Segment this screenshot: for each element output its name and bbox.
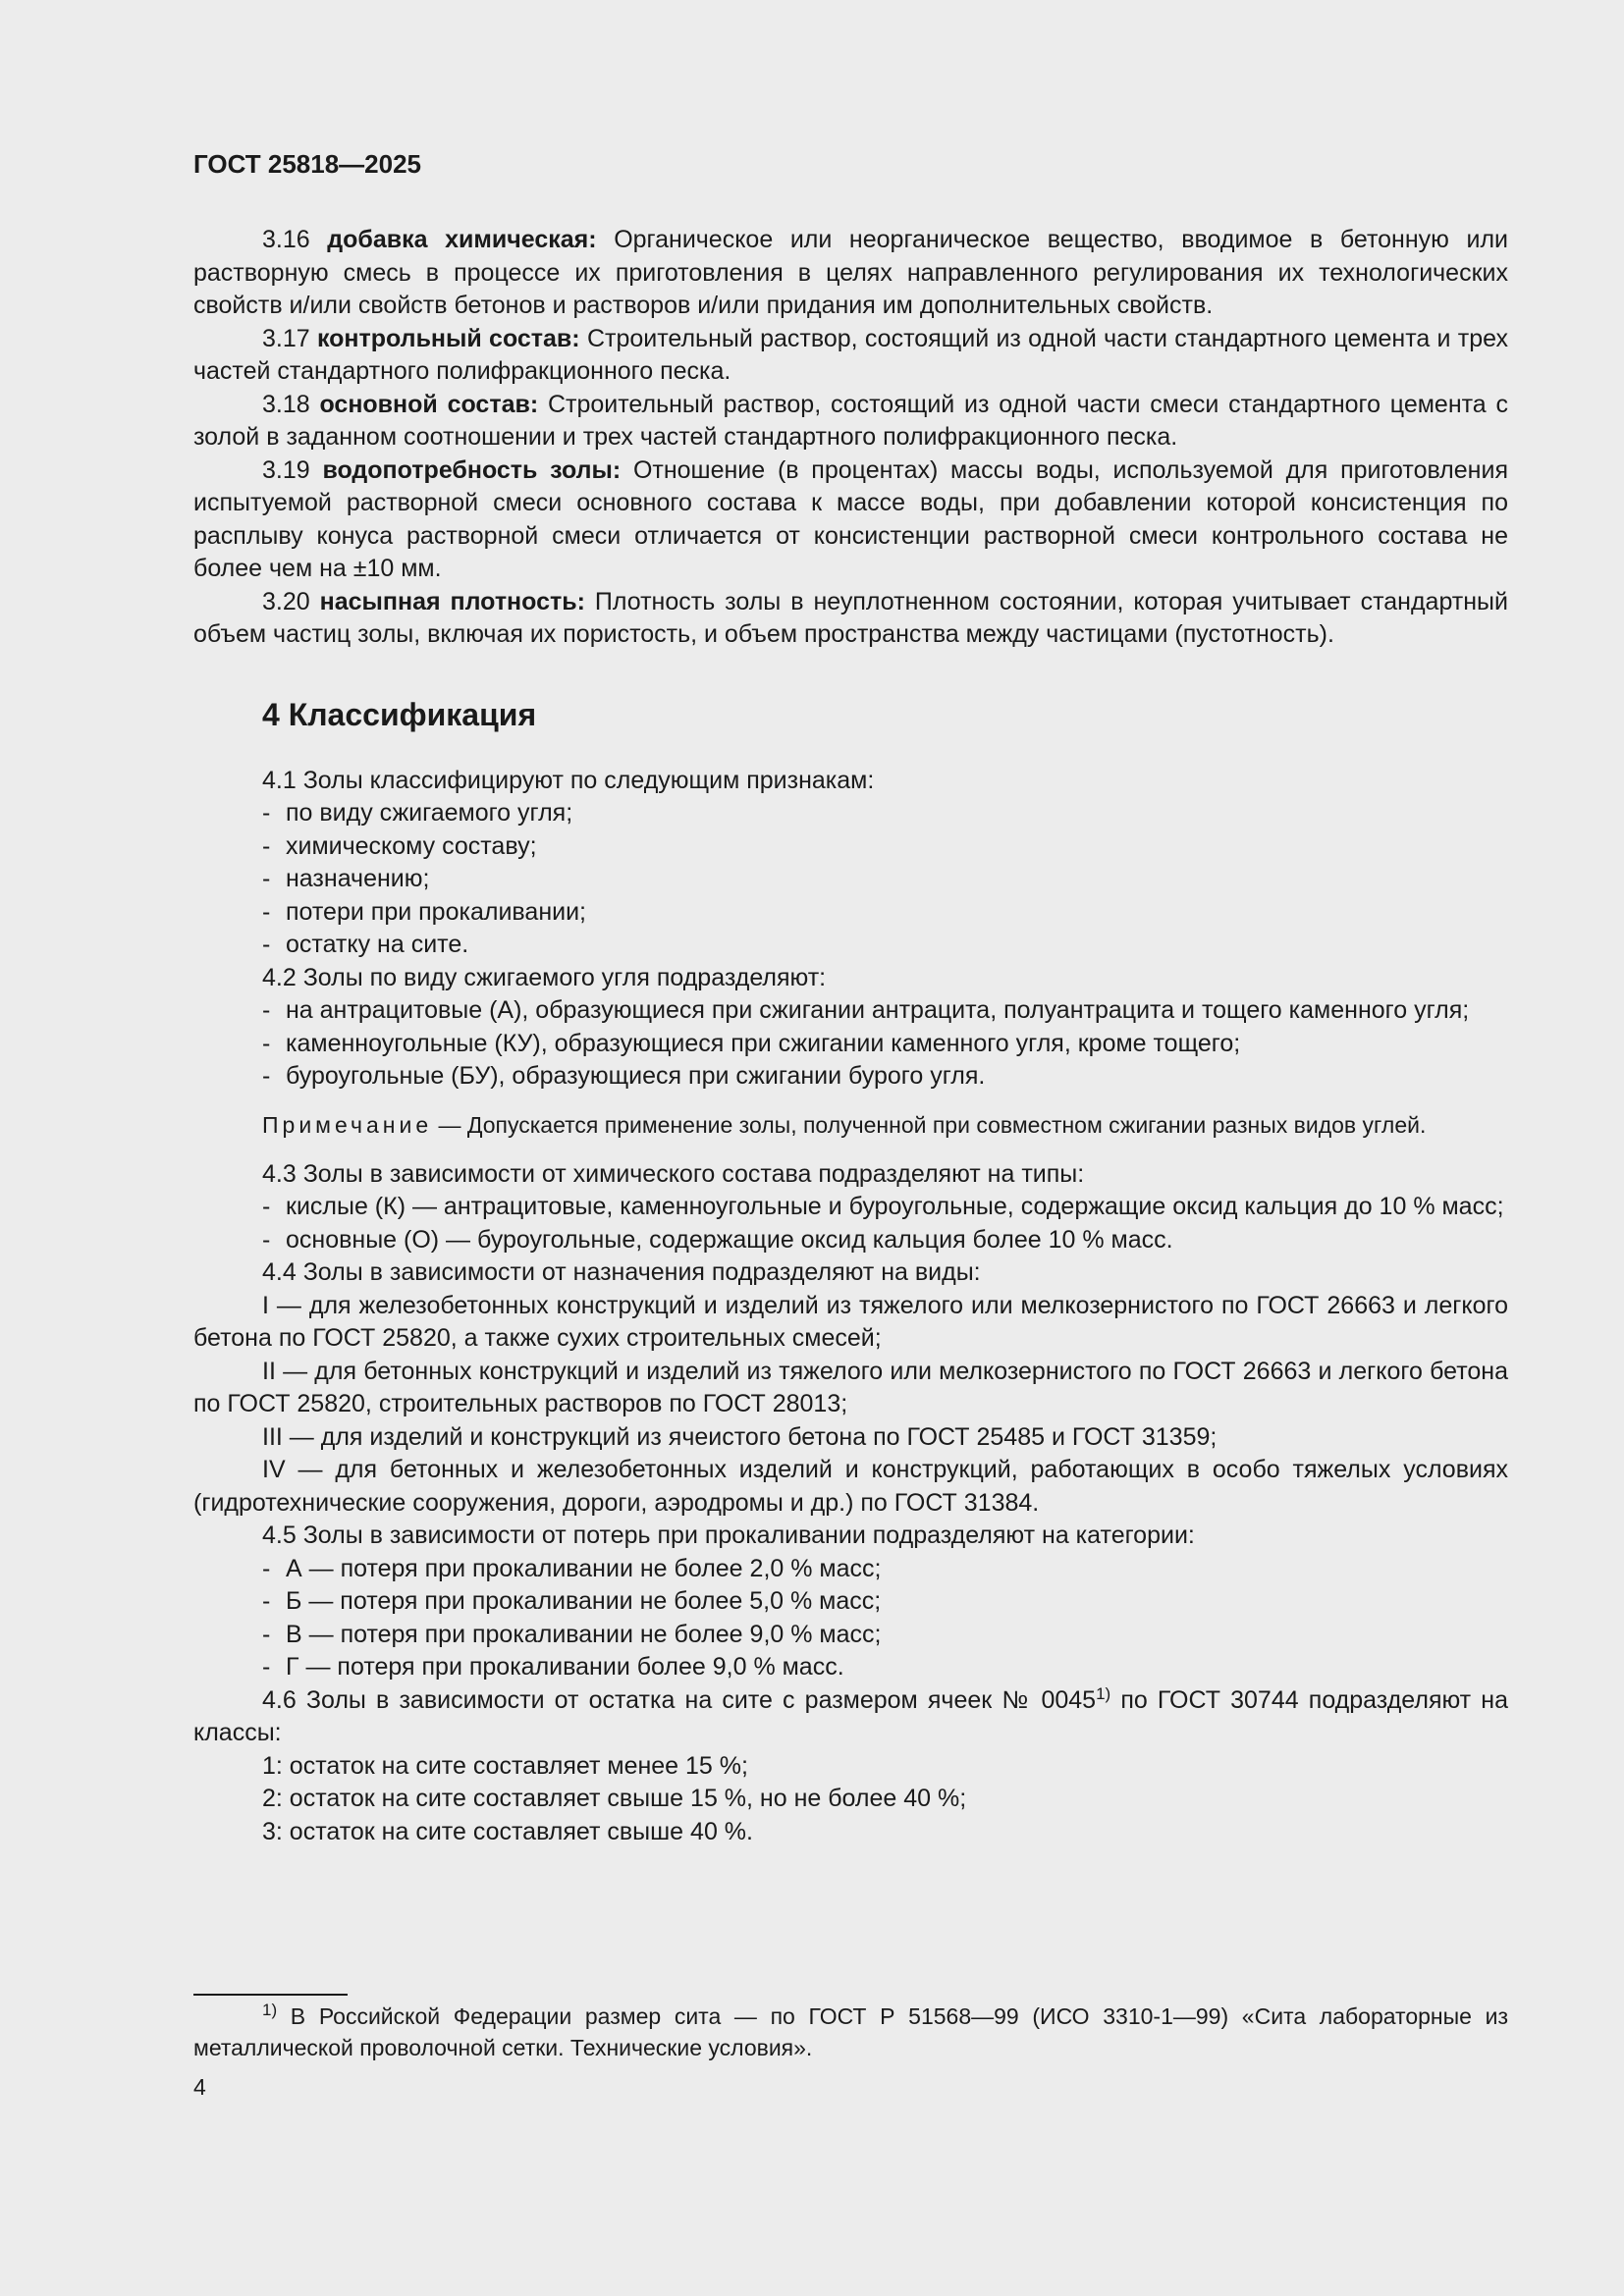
list-item: - химическому составу; [262,831,537,860]
footnote: $^{1)}$ В Российской Федерации размер сита — по ГОСТ Р 51568—99 (ИСО 3310-1—99) «Сита лабораторные из металлической проволочной сетки. Технические условия». [193,2001,1508,2060]
definition-3-20: 3.20 насыпная плотность: Плотность золы в неуплотненном состоянии, которая учитывает стандартный объем частиц золы, включая их пористость, и объем пространства между частицами (пустотность). [193,587,1508,648]
clause-4-6: 4.6 Золы в зависимости от остатка на сите с размером ячеек № 0045$^{1)}$ по ГОСТ 30744 подразделяют на классы: [193,1683,1508,1746]
list-item: I — для железобетонных конструкций и изделий из тяжелого или мелкозернистого по ГОСТ 26663 и легкого бетона по ГОСТ 25820, а также сухих строительных смесей; [193,1291,1508,1352]
list-item: - по виду сжигаемого угля; [262,799,573,827]
list-item: - Г — потеря при прокаливании более 9,0 % масс. [262,1653,844,1681]
list-item: 1: остаток на сите составляет менее 15 %; [262,1751,748,1780]
list-item: - остатку на сите. [262,931,469,958]
document-header: ГОСТ 25818—2025 [193,149,421,179]
note: Примечание — Допускается применение золы, полученной при совместном сжигании разных видов углей. [262,1111,1427,1138]
definition-term: добавка химическая: [327,226,597,253]
clause-4-4: 4.4 Золы в зависимости от назначения подразделяют на виды: [262,1258,981,1286]
list-item: - потери при прокаливании; [262,897,587,926]
list-item: - каменноугольные (КУ), образующиеся при сжигании каменного угля, кроме тощего; [262,1029,1241,1057]
list-item: - на антрацитовые (А), образующиеся при сжигании антрацита, полуантрацита и тощего каменного угля; [262,996,1470,1024]
list-item: IV — для бетонных и железобетонных изделий и конструкций, работающих в особо тяжелых условиях (гидротехнические сооружения, дороги, аэродромы и др.) по ГОСТ 31384. [193,1456,1508,1517]
clause-4-3: 4.3 Золы в зависимости от химического состава подразделяют на типы: [262,1159,1085,1188]
footnote-mark: 1) [262,2001,278,2019]
footnote-ref: 1) [1096,1683,1111,1703]
clause-4-2: 4.2 Золы по виду сжигаемого угля подразделяют: [262,963,827,991]
definition-term: основной состав: [319,390,539,418]
list-item: - Б — потеря при прокаливании не более 5,0 % масс; [262,1587,882,1615]
page-number: 4 [193,2074,206,2100]
definition-term: насыпная плотность: [319,587,585,615]
definition-3-17: 3.17 контрольный состав: Строительный раствор, состоящий из одной части стандартного цемента и трех частей стандартного полифракционного песка. [193,324,1509,385]
footnote-divider [193,1994,348,1996]
note-label: Примечание [262,1111,433,1138]
list-item: 3: остаток на сите составляет свыше 40 %. [262,1817,753,1845]
list-item: 2: остаток на сите составляет свыше 15 %, но не более 40 %; [262,1785,967,1812]
list-item: II — для бетонных конструкций и изделий из тяжелого или мелкозернистого по ГОСТ 26663 и легкого бетона по ГОСТ 25820, строительных растворов по ГОСТ 28013; [193,1357,1508,1417]
list-item: - буроугольные (БУ), образующиеся при сжигании бурого угля. [262,1062,986,1090]
clause-4-5: 4.5 Золы в зависимости от потерь при прокаливании подразделяют на категории: [262,1522,1195,1549]
definition-term: контрольный состав: [316,324,580,352]
list-item: - В — потеря при прокаливании не более 9,0 % масс; [262,1620,882,1648]
definition-3-18: 3.18 основной состав: Строительный раствор, состоящий из одной части смеси стандартного цемента с золой в заданном соотношении и трех частей стандартного полифракционного песка. [193,390,1508,451]
definition-3-19: 3.19 водопотребность золы: Отношение (в процентах) массы воды, используемой для приготовления испытуемой растворной смеси основного состава к массе воды, при добавлении которой консистенция по расплыву конуса растворной смеси отличается от консистенции растворной смеси контрольного состава не более чем на ±10 мм. [193,455,1508,582]
list-item: - А — потеря при прокаливании не более 2,0 % масс; [262,1554,882,1582]
section-heading: 4 Классификация [262,696,537,732]
definition-term: водопотребность золы: [322,455,622,484]
document-body [193,224,1508,1848]
clause-4-1: 4.1 Золы классифицируют по следующим признакам: [262,766,875,794]
list-item: - назначению; [262,865,430,892]
list-item: - основные (О) — буроугольные, содержащие оксид кальция более 10 % масс. [262,1225,1173,1254]
definition-3-16: 3.16 добавка химическая: Органическое или неорганическое вещество, вводимое в бетонную или растворную смесь в процессе их приготовления в целях направленного регулирования их технологических свойств и/или свойств бетонов и растворов и/или придания им дополнительных свойств. [193,226,1509,319]
list-item: - кислые (К) — антрацитовые, каменноугольные и буроугольные, содержащие оксид кальция до 10 % масс; [262,1193,1504,1220]
list-item: III — для изделий и конструкций из ячеистого бетона по ГОСТ 25485 и ГОСТ 31359; [262,1422,1218,1451]
